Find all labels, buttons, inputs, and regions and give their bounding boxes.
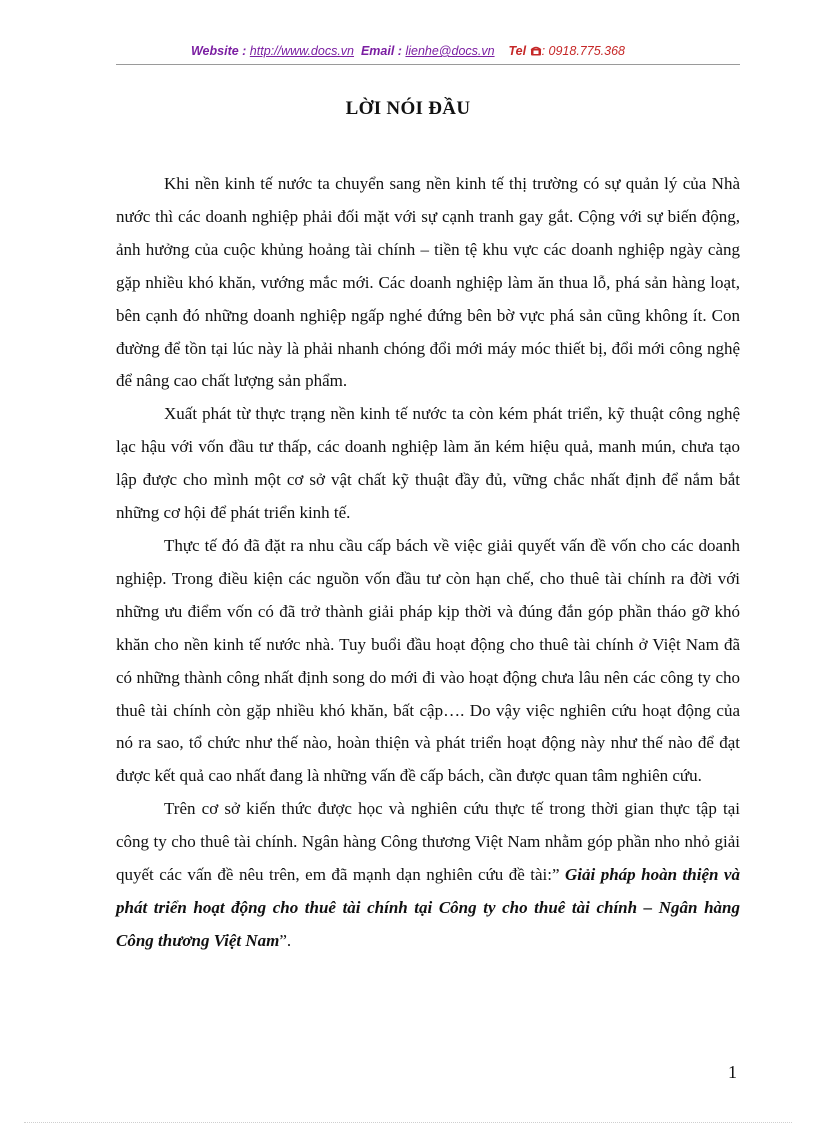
phone-icon (530, 45, 542, 59)
tel-label: Tel (508, 44, 527, 58)
tel-number: : 0918.775.368 (541, 44, 625, 58)
page-header (0, 44, 816, 59)
paragraph-3: Thực tế đó đã đặt ra nhu cầu cấp bách về việc giải quyết vấn đề vốn cho các doanh nghiệp. Trong điều kiện các nguồn vốn đầu tư còn hạn chế, cho thuê tài chính ra đời với những ưu điểm vốn có đã trở thành giải pháp kịp thời và đúng đắn góp phần tháo gỡ khó khăn cho nền kinh tế nước nhà. Tuy buổi đầu hoạt động cho thuê tài chính ở Việt Nam đã có những thành công nhất định song do mới đi vào hoạt động chưa lâu nên các công ty cho thuê tài chính còn gặp nhiều khó khăn, bất cập…. Do vậy việc nghiên cứu hoạt động của nó ra sao, tổ chức như thế nào, hoàn thiện và phát triển hoạt động này như thế nào để đạt được kết quả cao nhất đang là những vấn đề cấp bách, cần được quan tâm nghiên cứu. (116, 535, 740, 786)
page-title: LỜI NÓI ĐẦU (345, 98, 471, 119)
document-body (116, 168, 740, 958)
header-divider (116, 64, 740, 65)
page-number: 1 (728, 1062, 737, 1082)
email-label: Email (360, 44, 395, 58)
paragraph-2: Xuất phát từ thực trạng nền kinh tế nước ta còn kém phát triển, kỹ thuật công nghệ lạc hậu với vốn đầu tư thấp, các doanh nghiệp làm ăn kém hiệu quả, manh mún, chưa tạo lập được cho mình một cơ sở vật chất kỹ thuật đầy đủ, vững chắc nhất định để nắm bắt những cơ hội để phát triển kinh tế. (116, 404, 740, 523)
website-link[interactable]: http://www.docs.vn (249, 44, 355, 58)
email-separator: : (394, 44, 406, 58)
paragraph-4 (116, 793, 740, 958)
paragraph-1: Khi nền kinh tế nước ta chuyển sang nền kinh tế thị trường có sự quản lý của Nhà nước thì các doanh nghiệp phải đối mặt với sự cạnh tranh gay gắt. Cộng với sự biến động, ảnh hưởng của cuộc khủng hoảng tài chính – tiền tệ khu vực các doanh nghiệp ngày càng gặp nhiều khó khăn, vướng mắc mới. Các doanh nghiệp làm ăn thua lỗ, phá sản hàng loạt, bên cạnh đó những doanh nghiệp ngấp nghé đứng bên bờ vực phá sản cũng không ít. Con đường để tồn tại lúc này là phải nhanh chóng đổi mới máy móc thiết bị, đổi mới công nghệ để nâng cao chất lượng sản phẩm. (116, 174, 740, 391)
paragraph-4-intro: Trên cơ sở kiến thức được học và nghiên cứu thực tế trong thời gian thực tập tại công ty cho thuê tài chính. Ngân hàng Công thương Việt Nam nhằm góp phần nho nhỏ giải quyết các vấn đề nêu trên, em đã mạnh dạn nghiên cứu đề tài:” (116, 799, 740, 885)
thesis-topic: Giải pháp hoàn thiện và phát triển hoạt động cho thuê tài chính tại Công ty cho thuê tài chính – Ngân hàng Công thương Việt Nam (116, 865, 740, 950)
email-link[interactable]: lienhe@docs.vn (405, 44, 495, 58)
website-label: Website : (190, 44, 250, 58)
paragraph-4-closing: ”. (279, 930, 292, 950)
